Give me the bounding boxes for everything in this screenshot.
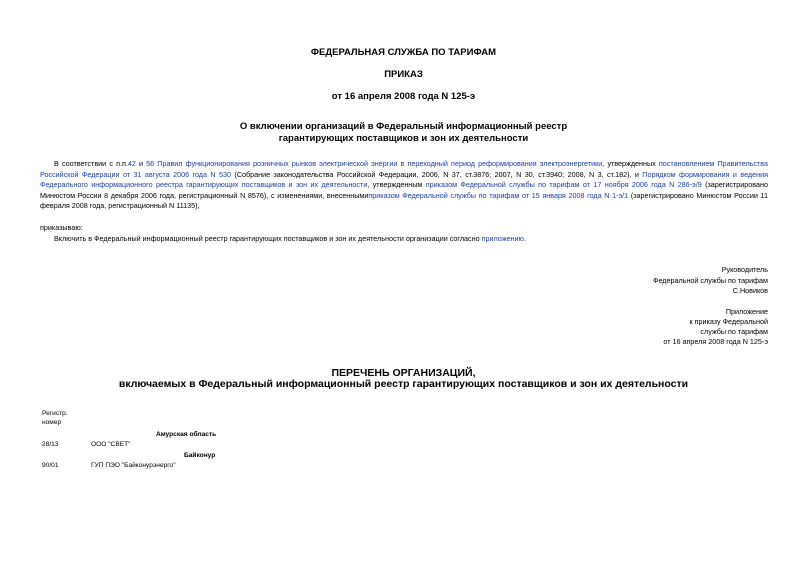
preamble-text: , утвержденных — [602, 159, 659, 168]
preamble-text: (Собрание законодательства Российской Федерации, 2006, N 37, ст.3876; 2007, N 30, ст.3940; 2008, N 3, ст.182), и — [231, 169, 643, 179]
table-row-reg-number: 28/13 — [42, 441, 59, 448]
appendix-label: Приложение — [725, 307, 768, 316]
link-appendix[interactable]: приложению — [481, 234, 524, 243]
table-row-organization: ГУП ПЭО "Байконурэнерго" — [91, 462, 176, 469]
link-clause-42[interactable]: 42 — [127, 159, 136, 168]
preamble-text: (зарегистрировано Минюстом России 8 декабря 2006 года, регистрационный N 8576), с изменениями, внесенными — [40, 180, 768, 200]
signature-organization: Федеральной службы по тарифам — [653, 276, 768, 285]
appendix-ref-line-2: к приказу Федеральной — [689, 317, 768, 326]
table-row-organization: ООО "СВЕТ" — [91, 441, 131, 448]
column-header-reg-line-2: номер — [42, 419, 62, 426]
list-title: ПЕРЕЧЕНЬ ОРГАНИЗАЦИЙ, — [331, 367, 476, 379]
column-header-reg-line-1: Регистр. — [42, 410, 68, 417]
preamble-paragraph — [40, 159, 768, 212]
appendix-ref-date: от 16 апреля 2008 года N 125-э — [663, 337, 768, 346]
order-item-1 — [54, 234, 774, 244]
preamble-text: В соответствии с п.п. — [54, 159, 128, 168]
preamble-text: , утвержденным — [367, 180, 426, 189]
link-government-decree-530[interactable]: постановлением Правительства Российской Федерации от 31 августа 2006 года N 530 — [40, 159, 768, 179]
order-item-text: Включить в Федеральный информационный реестр гарантирующих поставщиков и зон их деятельности организации согласно — [54, 234, 482, 243]
link-order-1-e-1[interactable]: приказом Федеральной службы по тарифам от 15 января 2008 года N 1-э/1 — [368, 190, 629, 200]
link-order-286[interactable]: приказом Федеральной службы по тарифам от 17 ноября 2006 года N 286-э/9 — [425, 180, 702, 189]
signature-name: С.Новиков — [732, 286, 768, 295]
appendix-ref-line-3: службы по тарифам — [700, 327, 768, 336]
order-word: приказываю: — [40, 223, 83, 232]
document-date: от 16 апреля 2008 года N 125-э — [331, 91, 476, 102]
list-subtitle: включаемых в Федеральный информационный реестр гарантирующих поставщиков и зон их деятельности — [118, 378, 689, 390]
document-title-line-2: гарантирующих поставщиков и зон их деятельности — [278, 133, 529, 144]
document-type: ПРИКАЗ — [384, 69, 423, 80]
preamble-text: и — [135, 159, 147, 168]
link-rules-retail-markets[interactable]: 56 Правил функционирования розничных рынков электрической энергии в переходный период реформирования электроэнергетики — [146, 159, 603, 168]
agency-name: ФЕДЕРАЛЬНАЯ СЛУЖБА ПО ТАРИФАМ — [310, 47, 497, 58]
region-heading: Амурская область — [156, 431, 217, 438]
region-heading: Байконур — [184, 452, 216, 459]
document-title-line-1: О включении организаций в Федеральный информационный реестр — [239, 121, 568, 132]
link-registry-procedure[interactable]: Порядком формирования и ведения Федерального информационного реестра гарантирующих поставщиков и зон их деятельности — [40, 169, 768, 189]
order-item-end: . — [523, 234, 526, 243]
table-row-reg-number: 90/01 — [42, 462, 59, 469]
signature-position: Руководитель — [721, 265, 768, 274]
preamble-text: (зарегистрировано Минюстом России 11 февраля 2008 года, регистрационный N 11135), — [40, 190, 768, 210]
